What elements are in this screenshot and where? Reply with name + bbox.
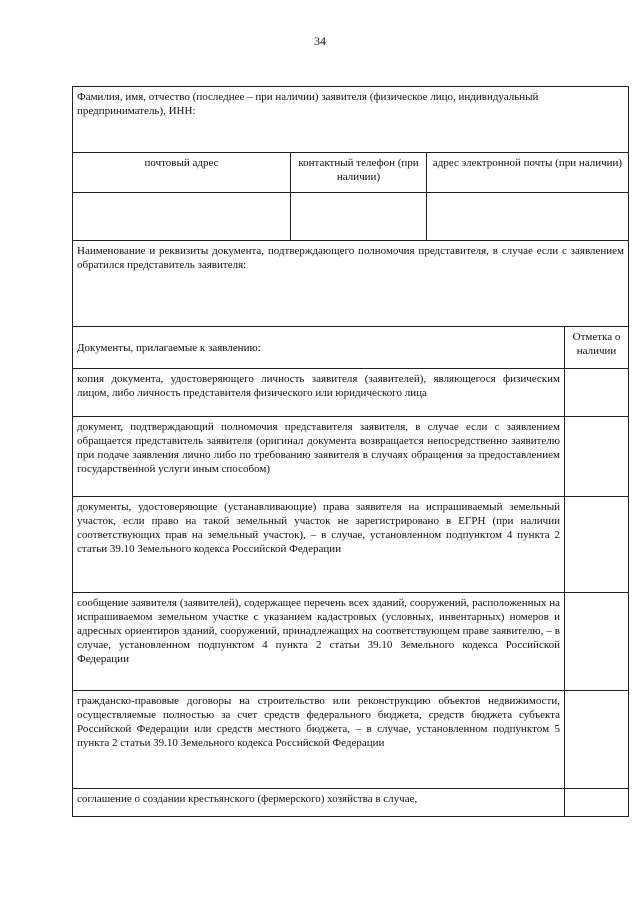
- mark-header: Отметка о наличии: [565, 327, 629, 369]
- representative-document-field[interactable]: [73, 241, 629, 327]
- document-mark-cell[interactable]: [565, 789, 629, 817]
- document-item: документ, подтверждающий полномочия представителя заявителя, в случае если с заявлением обращается представитель заявителя (оригинал документа возвращается непосредственно заявителю при подаче заявления лично либо по требованию заявителя в случаях обращения за предоставлением государственной услуги иным способом): [73, 417, 565, 497]
- email-input[interactable]: [427, 193, 629, 241]
- document-mark-cell[interactable]: [565, 691, 629, 789]
- applicant-name-field[interactable]: [73, 87, 629, 153]
- document-mark-cell[interactable]: [565, 369, 629, 417]
- postal-address-input[interactable]: [73, 193, 291, 241]
- document-mark-cell[interactable]: [565, 417, 629, 497]
- phone-header: контактный телефон (при наличии): [291, 153, 427, 193]
- representative-document-label: Наименование и реквизиты документа, подтверждающего полномочия представителя, в случае если с заявлением обратился представитель заявителя:: [77, 245, 624, 271]
- documents-header: Документы, прилагаемые к заявлению:: [73, 327, 565, 369]
- page-number: 34: [314, 34, 326, 48]
- application-form-table: [72, 86, 629, 817]
- document-mark-cell[interactable]: [565, 497, 629, 593]
- document-item: гражданско-правовые договоры на строительство или реконструкцию объектов недвижимости, осуществляемые полностью за счет средств федерального бюджета, средств бюджета субъекта Российской Федерации или средств местного бюджета, – в случае, установленном подпунктом 5 пункта 2 статьи 39.10 Земельного кодекса Российской Федерации: [73, 691, 565, 789]
- document-item: документы, удостоверяющие (устанавливающие) права заявителя на испрашиваемый земельный участок, если право на такой земельный участок не зарегистрировано в ЕГРН (при наличии соответствующих прав на земельный участок), – в случае, установленном подпунктом 4 пункта 2 статьи 39.10 Земельного кодекса Российской Федерации: [73, 497, 565, 593]
- document-item: соглашение о создании крестьянского (фермерского) хозяйства в случае,: [73, 789, 565, 817]
- email-header: адрес электронной почты (при наличии): [427, 153, 629, 193]
- document-item: копия документа, удостоверяющего личность заявителя (заявителей), являющегося физическим лицом, либо личность представителя физического или юридического лица: [73, 369, 565, 417]
- postal-address-header: почтовый адрес: [73, 153, 291, 193]
- document-item: сообщение заявителя (заявителей), содержащее перечень всех зданий, сооружений, расположенных на испрашиваемом земельном участке с указанием кадастровых (условных, инвентарных) номеров и адресных ориентиров зданий, сооружений, принадлежащих на соответствующем праве заявителю, – в случае, установленном подпунктом 4 пункта 2 статьи 39.10 Земельного кодекса Российской Федерации: [73, 593, 565, 691]
- phone-input[interactable]: [291, 193, 427, 241]
- document-mark-cell[interactable]: [565, 593, 629, 691]
- applicant-name-label: Фамилия, имя, отчество (последнее – при наличии) заявителя (физическое лицо, индивидуальный предприниматель), ИНН:: [77, 91, 539, 117]
